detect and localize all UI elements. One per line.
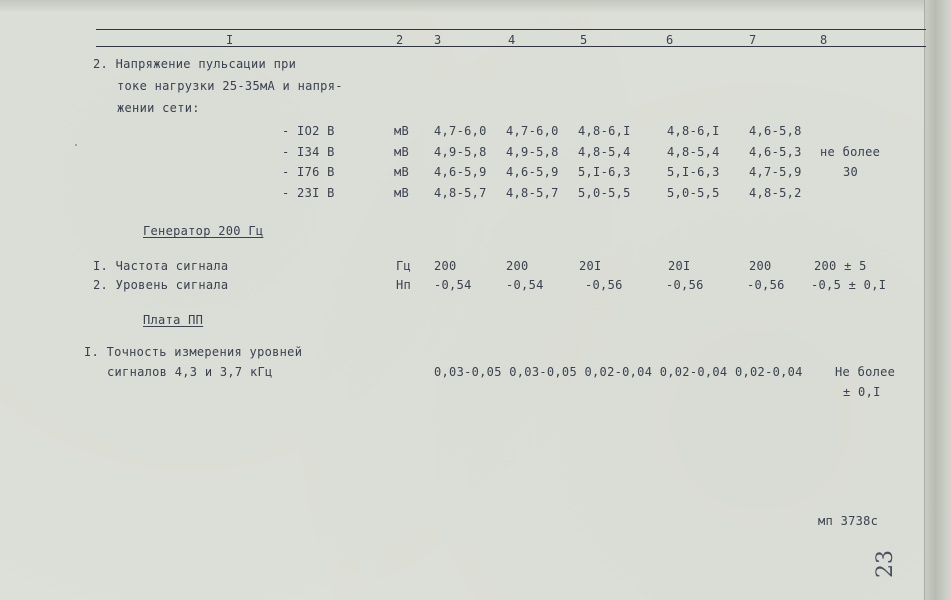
value-cell: 5,I-6,3: [578, 165, 631, 179]
value-cell: 4,6-5,9: [506, 165, 559, 179]
value-cell: 20I: [668, 259, 691, 273]
unit-cell: Нп: [396, 278, 412, 292]
value-cell: 4,8-5,2: [749, 186, 802, 200]
value-cell: 4,9-5,8: [434, 145, 487, 159]
value-cell: 5,I-6,3: [667, 165, 720, 179]
value-cell: 4,8-6,I: [578, 124, 631, 138]
section1-limit-line2: 30: [843, 165, 859, 179]
voltage-label: - I34 В: [282, 145, 335, 159]
section3-label-line1: I. Точность измерения уровней: [84, 345, 303, 359]
unit-cell: мВ: [394, 186, 410, 200]
section3-limit-line1: Не более: [835, 365, 896, 379]
value-cell: 5,0-5,5: [667, 186, 720, 200]
value-cell: -0,56: [585, 278, 623, 292]
value-cell: 4,8-5,7: [506, 186, 559, 200]
value-cell: 4,6-5,8: [749, 124, 802, 138]
col-header-6: 6: [666, 33, 674, 47]
value-cell: 200: [506, 259, 529, 273]
section3-label-line2: сигналов 4,3 и 3,7 кГц: [107, 365, 273, 379]
section3-values: 0,03-0,05 0,03-0,05 0,02-0,04 0,02-0,04 0,02-0,04: [434, 365, 803, 379]
value-cell: 4,7-6,0: [434, 124, 487, 138]
section1-limit-line1: не более: [820, 145, 881, 159]
binding-edge: [924, 0, 951, 600]
voltage-label: - 23I В: [282, 186, 335, 200]
handwritten-page-number: 23: [873, 550, 898, 578]
paper-speck: [75, 144, 77, 146]
value-cell: 5,0-5,5: [578, 186, 631, 200]
section1-title-line3: жении сети:: [117, 101, 200, 115]
col-header-3: 3: [434, 33, 442, 47]
col-header-5: 5: [580, 33, 588, 47]
section3-limit-line2: ± 0,I: [843, 385, 881, 399]
section3-heading: Плата ПП: [143, 313, 204, 327]
value-cell: 4,6-5,9: [434, 165, 487, 179]
section1-title-line2: токе нагрузки 25-35мА и напря-: [117, 79, 343, 93]
col-header-7: 7: [749, 33, 757, 47]
col-header-4: 4: [508, 33, 516, 47]
col-header-2: 2: [396, 33, 404, 47]
value-cell: 20I: [579, 259, 602, 273]
value-cell: 4,7-5,9: [749, 165, 802, 179]
value-cell: 4,8-5,7: [434, 186, 487, 200]
col-header-8: 8: [820, 33, 828, 47]
section2-heading: Генератор 200 Гц: [143, 224, 264, 238]
voltage-label: - I76 В: [282, 165, 335, 179]
table-top-rule: [96, 29, 926, 30]
param-label: I. Частота сигнала: [93, 259, 229, 273]
col-header-1: I: [226, 33, 234, 47]
value-cell: 4,6-5,3: [749, 145, 802, 159]
limit-cell: -0,5 ± 0,I: [811, 278, 887, 292]
value-cell: -0,54: [434, 278, 472, 292]
unit-cell: мВ: [394, 124, 410, 138]
value-cell: 4,8-5,4: [667, 145, 720, 159]
section1-title-line1: 2. Напряжение пульсации при: [93, 57, 297, 71]
value-cell: 200: [749, 259, 772, 273]
paper-top-edge: [0, 0, 951, 14]
value-cell: 200: [434, 259, 457, 273]
value-cell: 4,9-5,8: [506, 145, 559, 159]
value-cell: -0,56: [666, 278, 704, 292]
unit-cell: Гц: [396, 259, 412, 273]
voltage-label: - IO2 В: [282, 124, 335, 138]
value-cell: 4,8-6,I: [667, 124, 720, 138]
unit-cell: мВ: [394, 145, 410, 159]
value-cell: -0,56: [747, 278, 785, 292]
document-code: мп 3738с: [818, 514, 879, 528]
param-label: 2. Уровень сигнала: [93, 278, 229, 292]
limit-cell: 200 ± 5: [814, 259, 867, 273]
value-cell: 4,8-5,4: [578, 145, 631, 159]
value-cell: -0,54: [506, 278, 544, 292]
unit-cell: мВ: [394, 165, 410, 179]
value-cell: 4,7-6,0: [506, 124, 559, 138]
